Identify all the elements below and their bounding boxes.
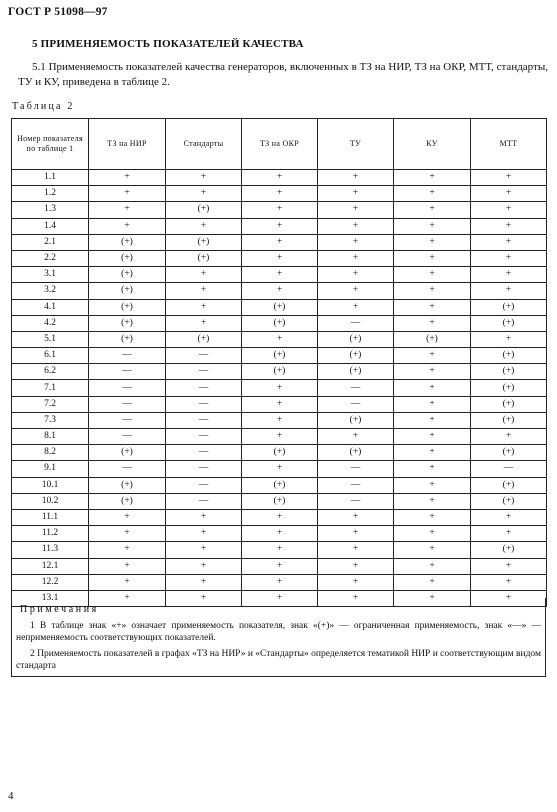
indicator-number-cell: 12.1 [12, 558, 89, 574]
applicability-cell: + [471, 202, 547, 218]
applicability-cell: + [166, 186, 242, 202]
indicator-number-cell: 13.1 [12, 590, 89, 606]
applicability-cell: (+) [471, 477, 547, 493]
notes-title: Примечания [20, 604, 99, 615]
applicability-cell: (+) [166, 202, 242, 218]
applicability-cell: (+) [166, 234, 242, 250]
applicability-cell: + [394, 250, 471, 266]
applicability-cell: — [318, 396, 394, 412]
indicator-number-cell: 2.1 [12, 234, 89, 250]
applicability-cell: (+) [89, 331, 166, 347]
applicability-cell: (+) [242, 477, 318, 493]
applicability-cell: + [394, 170, 471, 186]
indicator-number-cell: 4.1 [12, 299, 89, 315]
applicability-cell: + [166, 283, 242, 299]
header-cell: ТЗ на ОКР [242, 119, 318, 170]
applicability-cell: + [471, 234, 547, 250]
applicability-cell: + [318, 509, 394, 525]
applicability-cell: + [89, 186, 166, 202]
applicability-cell: (+) [166, 331, 242, 347]
applicability-cell: + [394, 364, 471, 380]
applicability-cell: + [166, 526, 242, 542]
applicability-cell: (+) [242, 364, 318, 380]
header-cell: Номер показателя по таблице 1 [12, 119, 89, 170]
indicator-number-cell: 1.3 [12, 202, 89, 218]
applicability-cell: (+) [471, 412, 547, 428]
applicability-cell: + [242, 234, 318, 250]
applicability-cell: + [318, 574, 394, 590]
applicability-cell: — [166, 396, 242, 412]
applicability-cell: (+) [89, 477, 166, 493]
applicability-table [11, 118, 547, 607]
applicability-cell: (+) [89, 250, 166, 266]
indicator-number-cell: 4.2 [12, 315, 89, 331]
applicability-cell: (+) [471, 380, 547, 396]
indicator-number-cell: 6.1 [12, 348, 89, 364]
applicability-cell: + [394, 202, 471, 218]
applicability-cell: (+) [471, 542, 547, 558]
table-row [12, 267, 547, 283]
header-cell: МТТ [471, 119, 547, 170]
applicability-cell: + [394, 509, 471, 525]
applicability-cell: + [394, 267, 471, 283]
applicability-cell: + [166, 315, 242, 331]
indicator-number-cell: 1.1 [12, 170, 89, 186]
table-row [12, 526, 547, 542]
applicability-cell: + [471, 331, 547, 347]
applicability-cell: (+) [89, 234, 166, 250]
applicability-cell: + [471, 558, 547, 574]
table-row [12, 250, 547, 266]
applicability-cell: + [394, 461, 471, 477]
table-row [12, 380, 547, 396]
note-item: 2 Применяемость показателей в графах «ТЗ на НИР» и «Стандарты» определяется тематикой НИР и соответствующим видом стандарта [16, 649, 541, 671]
applicability-cell: (+) [318, 412, 394, 428]
applicability-cell: — [166, 348, 242, 364]
applicability-cell: + [471, 218, 547, 234]
applicability-cell: + [394, 186, 471, 202]
applicability-cell: (+) [242, 348, 318, 364]
applicability-cell: (+) [89, 283, 166, 299]
applicability-cell: + [471, 170, 547, 186]
applicability-cell: — [166, 364, 242, 380]
applicability-cell: + [318, 234, 394, 250]
applicability-cell: + [166, 590, 242, 606]
applicability-cell: + [318, 202, 394, 218]
note-item: 1 В таблице знак «+» означает применяемость показателя, знак «(+)» — ограниченная применяемость, знак «—» — неприменяемость соответствующих показателей. [16, 621, 541, 643]
table-row [12, 558, 547, 574]
applicability-cell: + [242, 558, 318, 574]
applicability-cell: + [471, 186, 547, 202]
header-cell: КУ [394, 119, 471, 170]
applicability-cell: + [242, 186, 318, 202]
applicability-cell: + [89, 590, 166, 606]
applicability-cell: + [471, 429, 547, 445]
applicability-cell: (+) [242, 315, 318, 331]
applicability-cell: + [318, 526, 394, 542]
applicability-cell: + [318, 218, 394, 234]
applicability-cell: + [242, 590, 318, 606]
applicability-cell: + [242, 283, 318, 299]
table-row [12, 445, 547, 461]
applicability-cell: + [471, 526, 547, 542]
applicability-cell: — [166, 477, 242, 493]
applicability-cell: + [318, 283, 394, 299]
table-row [12, 542, 547, 558]
applicability-cell: + [242, 170, 318, 186]
applicability-cell: — [471, 461, 547, 477]
applicability-cell: (+) [89, 445, 166, 461]
applicability-cell: (+) [242, 445, 318, 461]
applicability-cell: — [318, 380, 394, 396]
table-row [12, 477, 547, 493]
applicability-cell: (+) [318, 364, 394, 380]
table-row [12, 186, 547, 202]
applicability-cell: + [394, 574, 471, 590]
applicability-cell: — [89, 380, 166, 396]
applicability-cell: + [318, 250, 394, 266]
applicability-cell: + [242, 331, 318, 347]
indicator-number-cell: 12.2 [12, 574, 89, 590]
applicability-cell: — [166, 445, 242, 461]
applicability-cell: + [318, 170, 394, 186]
indicator-number-cell: 2.2 [12, 250, 89, 266]
applicability-cell: (+) [89, 267, 166, 283]
header-cell: ТЗ на НИР [89, 119, 166, 170]
applicability-cell: (+) [89, 299, 166, 315]
applicability-cell: + [394, 542, 471, 558]
applicability-cell: + [394, 558, 471, 574]
applicability-cell: — [166, 461, 242, 477]
applicability-cell: + [394, 315, 471, 331]
applicability-cell: + [471, 590, 547, 606]
table-row [12, 493, 547, 509]
table-row [12, 170, 547, 186]
applicability-cell: + [318, 186, 394, 202]
applicability-cell: + [394, 218, 471, 234]
applicability-cell: + [471, 267, 547, 283]
applicability-cell: (+) [394, 331, 471, 347]
applicability-cell: (+) [471, 364, 547, 380]
indicator-number-cell: 3.1 [12, 267, 89, 283]
table-header-row [12, 119, 547, 170]
table-row [12, 202, 547, 218]
header-cell: ТУ [318, 119, 394, 170]
applicability-cell: + [166, 299, 242, 315]
applicability-cell: — [318, 493, 394, 509]
indicator-number-cell: 7.1 [12, 380, 89, 396]
table-row [12, 461, 547, 477]
table-row [12, 396, 547, 412]
applicability-cell: + [166, 542, 242, 558]
applicability-cell: + [166, 509, 242, 525]
indicator-number-cell: 10.2 [12, 493, 89, 509]
applicability-cell: + [318, 429, 394, 445]
indicator-number-cell: 11.1 [12, 509, 89, 525]
applicability-cell: + [394, 526, 471, 542]
indicator-number-cell: 8.1 [12, 429, 89, 445]
applicability-cell: + [394, 429, 471, 445]
applicability-cell: + [242, 412, 318, 428]
indicator-number-cell: 9.1 [12, 461, 89, 477]
table-row [12, 509, 547, 525]
header-cell: Стандарты [166, 119, 242, 170]
applicability-cell: + [318, 590, 394, 606]
table-caption: Таблица 2 [12, 101, 75, 112]
applicability-cell: (+) [318, 348, 394, 364]
applicability-cell: + [394, 445, 471, 461]
applicability-cell: + [166, 574, 242, 590]
table-row [12, 574, 547, 590]
applicability-cell: + [89, 509, 166, 525]
applicability-cell: + [394, 380, 471, 396]
applicability-cell: (+) [471, 445, 547, 461]
applicability-cell: — [89, 461, 166, 477]
table-row [12, 331, 547, 347]
applicability-cell: (+) [318, 445, 394, 461]
applicability-cell: + [318, 299, 394, 315]
indicator-number-cell: 1.4 [12, 218, 89, 234]
table-row [12, 315, 547, 331]
applicability-cell: — [318, 461, 394, 477]
applicability-cell: (+) [89, 315, 166, 331]
applicability-cell: — [166, 493, 242, 509]
applicability-cell: + [471, 509, 547, 525]
applicability-cell: + [471, 283, 547, 299]
applicability-cell: (+) [471, 396, 547, 412]
indicator-number-cell: 7.2 [12, 396, 89, 412]
applicability-cell: + [394, 348, 471, 364]
applicability-cell: + [394, 493, 471, 509]
applicability-cell: + [89, 170, 166, 186]
applicability-cell: + [166, 218, 242, 234]
table-row [12, 234, 547, 250]
applicability-cell: + [242, 509, 318, 525]
applicability-cell: (+) [89, 493, 166, 509]
table-row [12, 299, 547, 315]
page-number: 4 [8, 790, 14, 802]
applicability-cell: + [89, 558, 166, 574]
applicability-cell: (+) [242, 493, 318, 509]
applicability-cell: + [318, 542, 394, 558]
applicability-cell: + [471, 250, 547, 266]
applicability-cell: — [89, 429, 166, 445]
applicability-cell: + [242, 429, 318, 445]
table-row [12, 348, 547, 364]
applicability-cell: (+) [318, 331, 394, 347]
applicability-cell: — [89, 412, 166, 428]
applicability-cell: + [394, 396, 471, 412]
applicability-cell: + [166, 267, 242, 283]
applicability-cell: (+) [166, 250, 242, 266]
applicability-cell: + [89, 574, 166, 590]
applicability-cell: + [242, 202, 318, 218]
applicability-cell: — [89, 364, 166, 380]
applicability-cell: + [89, 202, 166, 218]
section-title: 5 ПРИМЕНЯЕМОСТЬ ПОКАЗАТЕЛЕЙ КАЧЕСТВА [32, 38, 304, 50]
applicability-cell: — [318, 477, 394, 493]
applicability-cell: + [318, 558, 394, 574]
table-row [12, 218, 547, 234]
indicator-number-cell: 5.1 [12, 331, 89, 347]
table-body [12, 170, 547, 607]
table-row [12, 412, 547, 428]
indicator-number-cell: 8.2 [12, 445, 89, 461]
applicability-cell: + [242, 396, 318, 412]
indicator-number-cell: 10.1 [12, 477, 89, 493]
table-row [12, 364, 547, 380]
applicability-cell: — [166, 429, 242, 445]
applicability-cell: + [89, 526, 166, 542]
applicability-cell: + [394, 299, 471, 315]
notes-box [11, 598, 546, 677]
applicability-cell: + [242, 461, 318, 477]
applicability-cell: (+) [242, 299, 318, 315]
applicability-cell: + [394, 283, 471, 299]
applicability-cell: (+) [471, 315, 547, 331]
applicability-cell: + [471, 574, 547, 590]
applicability-cell: + [89, 218, 166, 234]
applicability-cell: + [166, 170, 242, 186]
applicability-cell: + [166, 558, 242, 574]
applicability-cell: (+) [471, 299, 547, 315]
applicability-cell: — [89, 348, 166, 364]
table-row [12, 283, 547, 299]
applicability-cell: — [166, 380, 242, 396]
applicability-cell: + [242, 267, 318, 283]
applicability-cell: + [394, 477, 471, 493]
applicability-cell: + [394, 234, 471, 250]
standard-code: ГОСТ Р 51098—97 [8, 6, 108, 18]
applicability-cell: (+) [471, 493, 547, 509]
indicator-number-cell: 6.2 [12, 364, 89, 380]
indicator-number-cell: 11.2 [12, 526, 89, 542]
applicability-cell: + [242, 574, 318, 590]
applicability-cell: + [242, 218, 318, 234]
indicator-number-cell: 7.3 [12, 412, 89, 428]
applicability-cell: + [242, 526, 318, 542]
applicability-cell: + [242, 542, 318, 558]
applicability-cell: + [242, 380, 318, 396]
applicability-cell: + [318, 267, 394, 283]
applicability-cell: + [394, 412, 471, 428]
intro-paragraph: 5.1 Применяемость показателей качества генераторов, включенных в ТЗ на НИР, ТЗ на ОКР, МТТ, стандарты, ТУ и КУ, приведена в таблице 2. [18, 61, 548, 88]
applicability-cell: + [242, 250, 318, 266]
applicability-cell: + [394, 590, 471, 606]
table-row [12, 429, 547, 445]
applicability-cell: — [318, 315, 394, 331]
applicability-cell: + [89, 542, 166, 558]
applicability-cell: (+) [471, 348, 547, 364]
applicability-cell: — [166, 412, 242, 428]
indicator-number-cell: 3.2 [12, 283, 89, 299]
indicator-number-cell: 1.2 [12, 186, 89, 202]
applicability-cell: — [89, 396, 166, 412]
indicator-number-cell: 11.3 [12, 542, 89, 558]
